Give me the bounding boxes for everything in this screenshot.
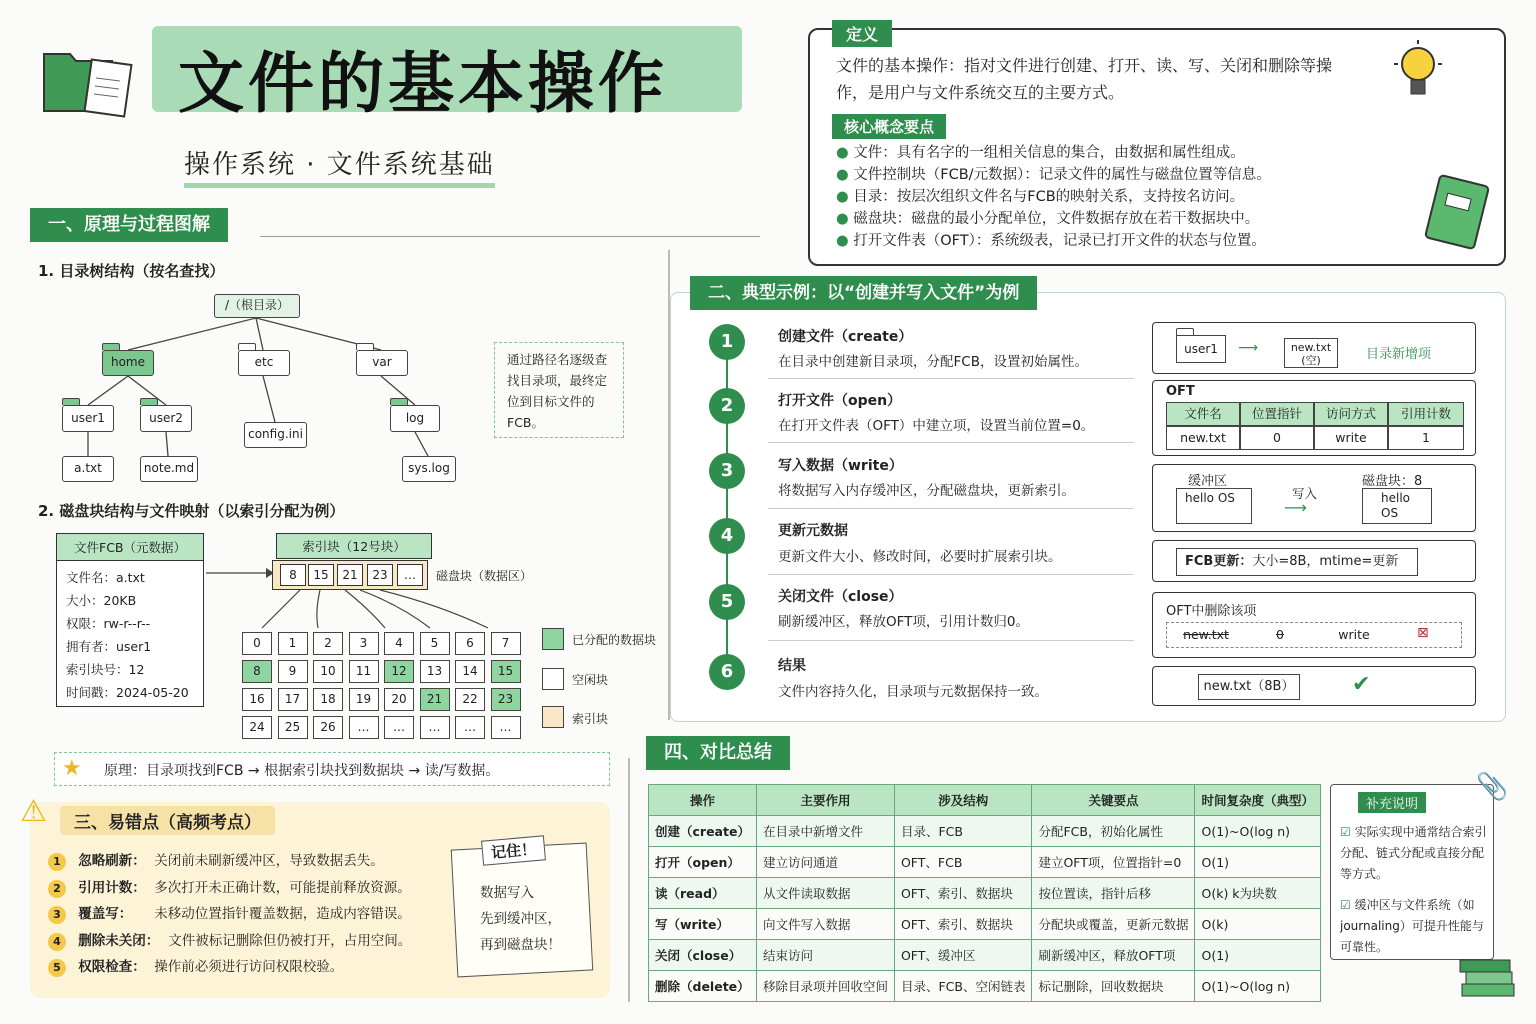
pitfall-item: 4 删除未关闭： 文件被标记删除但仍被打开，占用空间。 bbox=[48, 928, 411, 955]
fcb-update: FCB更新：大小=8B，mtime=更新 bbox=[1176, 548, 1418, 576]
tree-folder-user2: user2 bbox=[140, 405, 192, 432]
index-entry: 23 bbox=[367, 564, 393, 586]
tree-file-syslog: sys.log bbox=[402, 456, 456, 482]
oft-cell: 1 bbox=[1388, 426, 1464, 450]
disk-block: 14 bbox=[455, 660, 485, 683]
index-entry: 15 bbox=[308, 564, 334, 586]
supplement-title: 补充说明 bbox=[1358, 792, 1426, 813]
table-cell: 删除（delete） bbox=[649, 971, 757, 1002]
table-cell: 打开（open） bbox=[649, 847, 757, 878]
table-row bbox=[649, 909, 1321, 940]
data-area-label: 磁盘块（数据区） bbox=[436, 569, 533, 583]
table-cell: 结束访问 bbox=[756, 940, 894, 971]
pitfall-item: 3 覆盖写： 未移动位置指针覆盖数据，造成内容错误。 bbox=[48, 901, 411, 928]
table-cell: O(k) bbox=[1195, 909, 1321, 940]
disk-block: 22 bbox=[455, 688, 485, 711]
oft-header: 文件名 bbox=[1166, 402, 1240, 426]
paperclip-icon: 📎 bbox=[1476, 772, 1509, 802]
table-cell: 标记删除，回收数据块 bbox=[1032, 971, 1195, 1002]
disk-block: 25 bbox=[278, 716, 308, 739]
checkmark-icon: ✔ bbox=[1352, 672, 1371, 697]
core-item: ● 打开文件表（OFT）：系统级表，记录已打开文件的状态与位置。 bbox=[836, 233, 1266, 249]
tree-file-atxt: a.txt bbox=[62, 456, 114, 482]
disk-block: 21 bbox=[420, 688, 450, 711]
table-row bbox=[649, 816, 1321, 847]
table-cell: 从文件读取数据 bbox=[756, 878, 894, 909]
disk-block: 20 bbox=[384, 688, 414, 711]
fcb-line: 拥有者：user1 bbox=[66, 639, 152, 654]
step-title: 打开文件（open） bbox=[778, 393, 902, 409]
fcb-line: 文件名：a.txt bbox=[66, 570, 145, 585]
step-desc: 在目录中创建新目录项，分配FCB，设置初始属性。 bbox=[778, 354, 1088, 370]
table-row bbox=[649, 940, 1321, 971]
disk-block: … bbox=[491, 716, 521, 739]
core-item: ● 文件：具有名字的一组相关信息的集合，由数据和属性组成。 bbox=[836, 145, 1245, 161]
disk-label: 磁盘块：8 bbox=[1362, 474, 1423, 489]
step-desc: 在打开文件表（OFT）中建立项，设置当前位置=0。 bbox=[778, 418, 1095, 434]
fcb-line: 索引块号：12 bbox=[66, 662, 145, 677]
pitfall-item: 1 忽略刷新： 关闭前未刷新缓冲区，导致数据丢失。 bbox=[48, 848, 411, 875]
crossed-icon: ⊠ bbox=[1417, 625, 1429, 641]
tree-file-config: config.ini bbox=[244, 422, 307, 448]
oft-header: 访问方式 bbox=[1314, 402, 1388, 426]
supplement-item: ☑ 实际实现中通常结合索引分配、链式分配或直接分配等方式。 bbox=[1340, 825, 1487, 881]
memo-title: 记住！ bbox=[481, 835, 546, 865]
disk-block: 19 bbox=[349, 688, 379, 711]
tree-folder-log: log bbox=[390, 405, 440, 432]
disk-title: 2. 磁盘块结构与文件映射（以索引分配为例） bbox=[38, 502, 345, 520]
index-entry: … bbox=[397, 564, 423, 586]
disk-block: 9 bbox=[278, 660, 308, 683]
pitfall-item: 2 引用计数： 多次打开未正确计数，可能提前释放资源。 bbox=[48, 875, 411, 902]
disk-block: 12 bbox=[384, 660, 414, 683]
index-block-title: 索引块（12号块） bbox=[276, 533, 432, 559]
step-title: 创建文件（create） bbox=[778, 329, 913, 345]
lightbulb-icon bbox=[1388, 38, 1448, 108]
definition-text: 文件的基本操作：指对文件进行创建、打开、读、写、关闭和删除等操作，是用户与文件系统交互的主要方式。 bbox=[836, 56, 1333, 102]
fcb-line: 权限：rw-r--r-- bbox=[66, 616, 151, 631]
disk-block: 4 bbox=[384, 632, 414, 655]
step-desc: 将数据写入内存缓冲区，分配磁盘块，更新索引。 bbox=[778, 483, 1075, 499]
index-entry: 21 bbox=[337, 564, 363, 586]
step-title: 结果 bbox=[778, 658, 806, 674]
disk-block: 10 bbox=[313, 660, 343, 683]
oft-delete-cell: new.txt bbox=[1183, 627, 1229, 642]
section3-heading: 三、易错点（高频考点） bbox=[60, 806, 275, 835]
step-desc: 更新文件大小、修改时间，必要时扩展索引块。 bbox=[778, 549, 1062, 565]
oft-header: 引用计数 bbox=[1388, 402, 1464, 426]
disk-block-grid bbox=[242, 632, 532, 744]
v1-note: 目录新增项 bbox=[1366, 347, 1432, 362]
table-cell: 目录、FCB bbox=[894, 816, 1032, 847]
disk-block: 13 bbox=[420, 660, 450, 683]
legend-allocated: 已分配的数据块 bbox=[572, 633, 657, 647]
fcb-line: 大小：20KB bbox=[66, 593, 137, 608]
table-cell: 刷新缓冲区，释放OFT项 bbox=[1032, 940, 1195, 971]
disk-block: 7 bbox=[491, 632, 521, 655]
index-entry: 8 bbox=[280, 564, 306, 586]
disk-block: … bbox=[455, 716, 485, 739]
disk-block: 11 bbox=[349, 660, 379, 683]
v1-file: new.txt (空) bbox=[1284, 338, 1338, 368]
table-header: 操作 bbox=[649, 785, 757, 816]
disk-block: 17 bbox=[278, 688, 308, 711]
table-cell: 创建（create） bbox=[649, 816, 757, 847]
table-cell: 目录、FCB、空闲链表 bbox=[894, 971, 1032, 1002]
core-tag: 核心概念要点 bbox=[832, 114, 946, 139]
tree-file-notemd: note.md bbox=[140, 456, 198, 482]
oft-table bbox=[1166, 402, 1464, 450]
disk-block: 24 bbox=[242, 716, 272, 739]
table-cell: O(1) bbox=[1195, 940, 1321, 971]
page-subtitle: 操作系统 · 文件系统基础 bbox=[184, 144, 495, 188]
fcb-line: 时间戳：2024-05-20 bbox=[66, 685, 189, 700]
table-cell: 读（read） bbox=[649, 878, 757, 909]
table-row bbox=[649, 847, 1321, 878]
page-title: 文件的基本操作 bbox=[178, 45, 668, 122]
table-cell: 关闭（close） bbox=[649, 940, 757, 971]
fcb-title: 文件FCB（元数据） bbox=[56, 533, 204, 561]
section2-heading: 二、典型示例：以“创建并写入文件”为例 bbox=[690, 276, 1037, 310]
legend-allocated-swatch bbox=[542, 628, 564, 650]
table-cell: OFT、索引、数据块 bbox=[894, 878, 1032, 909]
oft-cell: new.txt bbox=[1166, 426, 1240, 450]
table-cell: O(1)~O(log n) bbox=[1195, 816, 1321, 847]
warning-icon: ⚠ bbox=[20, 794, 47, 829]
result-file: new.txt（8B） bbox=[1198, 674, 1300, 700]
arrow-icon: ⟶ bbox=[1238, 340, 1259, 356]
disk-block: 15 bbox=[491, 660, 521, 683]
step-number: 5 bbox=[709, 584, 745, 620]
oft-label: OFT bbox=[1166, 384, 1195, 399]
table-header: 涉及结构 bbox=[894, 785, 1032, 816]
legend-free-swatch bbox=[542, 668, 564, 690]
write-arrow-label: 写入 bbox=[1292, 486, 1318, 501]
disk-block: … bbox=[349, 716, 379, 739]
disk-block: 0 bbox=[242, 632, 272, 655]
table-cell: OFT、索引、数据块 bbox=[894, 909, 1032, 940]
table-cell: 写（write） bbox=[649, 909, 757, 940]
table-cell: 分配FCB，初始化属性 bbox=[1032, 816, 1195, 847]
buffer-label: 缓冲区 bbox=[1188, 474, 1228, 489]
table-cell: 在目录中新增文件 bbox=[756, 816, 894, 847]
supplement-list bbox=[1340, 822, 1488, 958]
supplement-item: ☑ 缓冲区与文件系统（如 journaling）可提升性能与可靠性。 bbox=[1340, 898, 1484, 954]
definition-tag: 定义 bbox=[832, 20, 892, 47]
step-number: 1 bbox=[709, 324, 745, 360]
disk-block: 26 bbox=[313, 716, 343, 739]
tree-note: 通过路径名逐级查找目录项，最终定位到目标文件的FCB。 bbox=[494, 342, 624, 438]
step-title: 更新元数据 bbox=[778, 523, 848, 539]
table-cell: O(1)~O(log n) bbox=[1195, 971, 1321, 1002]
tree-folder-etc: etc bbox=[238, 350, 290, 376]
memo-lines: 数据写入 先到缓冲区， 再到磁盘块！ bbox=[480, 885, 561, 953]
oft-cell: 0 bbox=[1240, 426, 1314, 450]
tree-folder-user1: user1 bbox=[62, 405, 114, 432]
arrow-icon: ⟶ bbox=[1284, 498, 1307, 517]
table-cell: OFT、缓冲区 bbox=[894, 940, 1032, 971]
section1-heading: 一、原理与过程图解 bbox=[30, 208, 228, 242]
pitfall-list bbox=[48, 848, 411, 981]
legend-index-swatch bbox=[542, 706, 564, 728]
oft-header: 位置指针 bbox=[1240, 402, 1314, 426]
disk-block: 5 bbox=[420, 632, 450, 655]
disk-block: … bbox=[420, 716, 450, 739]
table-cell: 向文件写入数据 bbox=[756, 909, 894, 940]
notebook-icon bbox=[1424, 172, 1496, 256]
step-number: 2 bbox=[709, 388, 745, 424]
legend-index: 索引块 bbox=[572, 712, 609, 726]
table-cell: OFT、FCB bbox=[894, 847, 1032, 878]
star-icon: ★ bbox=[62, 756, 82, 781]
step-number: 4 bbox=[709, 518, 745, 554]
disk-block: 16 bbox=[242, 688, 272, 711]
disk-block: 6 bbox=[455, 632, 485, 655]
table-cell: 建立访问通道 bbox=[756, 847, 894, 878]
table-cell: O(k) k为块数 bbox=[1195, 878, 1321, 909]
core-item: ● 目录：按层次组织文件名与FCB的映射关系，支持按名访问。 bbox=[836, 189, 1245, 205]
tree-folder-var: var bbox=[356, 350, 408, 376]
disk-block: … bbox=[384, 716, 414, 739]
books-icon bbox=[1458, 956, 1518, 1006]
table-row bbox=[649, 971, 1321, 1002]
table-cell: 按位置读，指针后移 bbox=[1032, 878, 1195, 909]
table-cell: 建立OFT项，位置指针=0 bbox=[1032, 847, 1195, 878]
tree-root: /（根目录） bbox=[214, 294, 300, 318]
table-cell: 移除目录项并回收空间 bbox=[756, 971, 894, 1002]
table-header: 关键要点 bbox=[1032, 785, 1195, 816]
table-header: 主要作用 bbox=[756, 785, 894, 816]
tree-folder-home: home bbox=[102, 350, 154, 376]
disk-block: 23 bbox=[491, 688, 521, 711]
table-cell: 分配块或覆盖，更新元数据 bbox=[1032, 909, 1195, 940]
disk-block: 2 bbox=[313, 632, 343, 655]
step-title: 关闭文件（close） bbox=[778, 589, 903, 605]
buffer-content: hello OS bbox=[1176, 488, 1252, 524]
oft-delete-row bbox=[1166, 622, 1462, 648]
table-header: 时间复杂度（典型） bbox=[1195, 785, 1321, 816]
oft-delete-cell: write bbox=[1338, 627, 1370, 642]
pitfall-item: 5 权限检查： 操作前必须进行访问权限校验。 bbox=[48, 954, 411, 981]
table-cell: O(1) bbox=[1195, 847, 1321, 878]
v1-folder: user1 bbox=[1176, 335, 1226, 363]
step-desc: 刷新缓冲区，释放OFT项，引用计数归0。 bbox=[778, 614, 1029, 630]
disk-block: 18 bbox=[313, 688, 343, 711]
oft-cell: write bbox=[1314, 426, 1388, 450]
disk-block: 8 bbox=[242, 660, 272, 683]
step-desc: 文件内容持久化，目录项与元数据保持一致。 bbox=[778, 684, 1048, 700]
principle-text: 原理：目录项找到FCB → 根据索引块找到数据块 → 读/写数据。 bbox=[104, 763, 500, 779]
legend-free: 空闲块 bbox=[572, 673, 609, 687]
comparison-table bbox=[648, 784, 1321, 1002]
section4-heading: 四、对比总结 bbox=[646, 736, 790, 770]
disk-block: 1 bbox=[278, 632, 308, 655]
step-title: 写入数据（write） bbox=[778, 458, 903, 474]
table-row bbox=[649, 878, 1321, 909]
tree-title: 1. 目录树结构（按名查找） bbox=[38, 262, 225, 280]
oft-delete-label: OFT中删除该项 bbox=[1166, 604, 1257, 619]
oft-delete-cell: 0 bbox=[1276, 627, 1284, 642]
core-item: ● 磁盘块：磁盘的最小分配单位，文件数据存放在若干数据块中。 bbox=[836, 211, 1260, 227]
step-number: 3 bbox=[709, 453, 745, 489]
index-arrows bbox=[0, 0, 540, 640]
core-item: ● 文件控制块（FCB/元数据）：记录文件的属性与磁盘位置等信息。 bbox=[836, 167, 1271, 183]
core-list bbox=[836, 142, 1396, 252]
disk-block: 3 bbox=[349, 632, 379, 655]
step-number: 6 bbox=[709, 654, 745, 690]
disk-content: hello OS bbox=[1362, 488, 1432, 524]
